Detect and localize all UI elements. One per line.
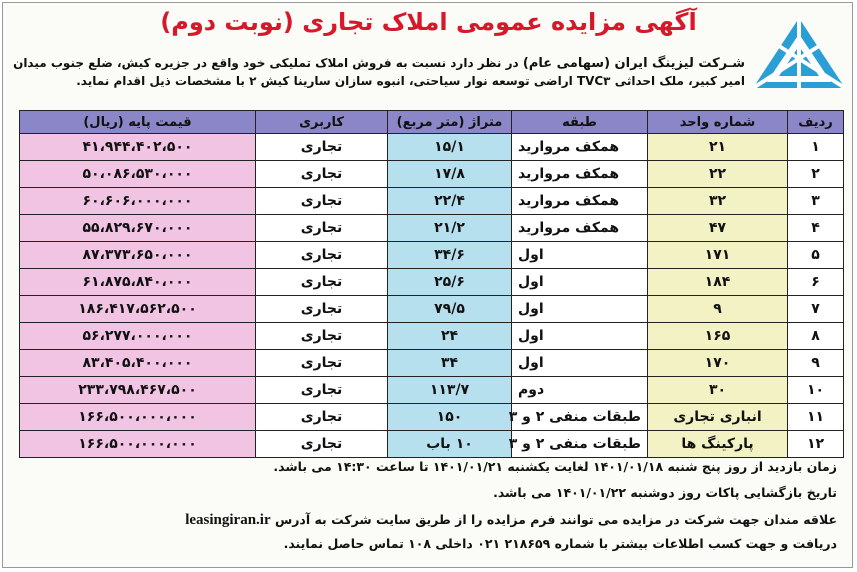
cell-row-number: ۱۲ (788, 431, 844, 458)
header-unit-number: شماره واحد (648, 111, 788, 134)
cell-base-price: ۵۵،۸۲۹،۶۷۰،۰۰۰ (20, 215, 256, 242)
cell-row-number: ۸ (788, 323, 844, 350)
auction-table (19, 110, 844, 458)
cell-floor: همکف مروارید (512, 188, 648, 215)
cell-unit-number: انباری تجاری (648, 404, 788, 431)
cell-row-number: ۴ (788, 215, 844, 242)
cell-base-price: ۱۶۶،۵۰۰،۰۰۰،۰۰۰ (20, 431, 256, 458)
table-row (20, 188, 844, 215)
cell-floor: طبقات منفی ۲ و ۳ (512, 431, 648, 458)
address-text: علاقه مندان جهت شرکت در مزایده می توانند فرم مزایده را از طریق سایت شرکت به آدرس (274, 512, 837, 527)
cell-row-number: ۹ (788, 350, 844, 377)
cell-unit-number: ۹ (648, 296, 788, 323)
cell-floor: همکف مروارید (512, 134, 648, 161)
cell-row-number: ۶ (788, 269, 844, 296)
cell-row-number: ۳ (788, 188, 844, 215)
table-row (20, 269, 844, 296)
cell-floor: دوم (512, 377, 648, 404)
table-row (20, 215, 844, 242)
cell-usage: تجاری (256, 242, 388, 269)
cell-usage: تجاری (256, 377, 388, 404)
header-base-price: قیمت پایه (ریال) (20, 111, 256, 134)
intro-text-1: در نظر دارد نسبت به فروش املاک تملیکی خود واقع در جزیره کیش، ضلع جنوب میدان (13, 56, 519, 70)
cell-floor: همکف مروارید (512, 161, 648, 188)
opening-date-note: تاریخ بازگشایی پاکات روز دوشنبه ۱۴۰۱/۰۱/۲۲ می باشد. (493, 485, 837, 500)
cell-area: ۱۷/۸ (388, 161, 512, 188)
table-row (20, 134, 844, 161)
cell-floor: اول (512, 269, 648, 296)
cell-area: ۲۱/۲ (388, 215, 512, 242)
ad-title: آگهی مزایده عمومی املاک تجاری (نوبت دوم) (160, 8, 697, 36)
visit-time-note: زمان بازدید از روز پنج شنبه ۱۴۰۱/۰۱/۱۸ لغایت یکشنبه ۱۴۰۱/۰۱/۲۱ تا ساعت ۱۴:۳۰ می باشد. (273, 459, 837, 474)
company-name: شـرکت لیزینگ ایران (سهامی عام) (522, 56, 745, 71)
table-row (20, 242, 844, 269)
cell-row-number: ۱۰ (788, 377, 844, 404)
cell-unit-number: پارکینگ ها (648, 431, 788, 458)
header-row-number: ردیف (788, 111, 844, 134)
cell-unit-number: ۱۷۰ (648, 350, 788, 377)
cell-usage: تجاری (256, 188, 388, 215)
cell-area: ۱۰ باب (388, 431, 512, 458)
cell-area: ۱۵/۱ (388, 134, 512, 161)
cell-usage: تجاری (256, 350, 388, 377)
cell-area: ۱۱۳/۷ (388, 377, 512, 404)
header-usage: کاربری (256, 111, 388, 134)
cell-usage: تجاری (256, 431, 388, 458)
table-row (20, 431, 844, 458)
cell-floor: اول (512, 323, 648, 350)
cell-usage: تجاری (256, 161, 388, 188)
cell-row-number: ۱۱ (788, 404, 844, 431)
contact-note: دریافت و جهت کسب اطلاعات بیشتر با شماره ۲۱۸۶۵۹ ۰۲۱ داخلی ۱۰۸ تماس حاصل نمایند. (283, 536, 837, 551)
table-row (20, 323, 844, 350)
cell-area: ۲۴ (388, 323, 512, 350)
cell-area: ۱۵۰ (388, 404, 512, 431)
table-row (20, 161, 844, 188)
website-link[interactable]: leasingiran.ir (185, 512, 271, 528)
table-row (20, 350, 844, 377)
address-note (14, 512, 837, 529)
cell-floor: اول (512, 296, 648, 323)
cell-row-number: ۷ (788, 296, 844, 323)
cell-area: ۲۲/۴ (388, 188, 512, 215)
table-header-row (20, 111, 844, 134)
cell-base-price: ۲۳۳،۷۹۸،۴۶۷،۵۰۰ (20, 377, 256, 404)
cell-unit-number: ۳۰ (648, 377, 788, 404)
cell-area: ۳۴ (388, 350, 512, 377)
cell-row-number: ۵ (788, 242, 844, 269)
cell-base-price: ۵۶،۲۷۷،۰۰۰،۰۰۰ (20, 323, 256, 350)
cell-unit-number: ۲۲ (648, 161, 788, 188)
intro-line-2: امیر کبیر، ملک احداثی TVC۳ اراضی توسعه نوار سیاحتی، انبوه سازان سارینا کیش ۲ با مشخصات ذیل اقدام نماید. (76, 74, 745, 88)
cell-usage: تجاری (256, 296, 388, 323)
cell-base-price: ۴۱،۹۴۴،۴۰۲،۵۰۰ (20, 134, 256, 161)
cell-floor: همکف مروارید (512, 215, 648, 242)
cell-usage: تجاری (256, 323, 388, 350)
cell-unit-number: ۴۷ (648, 215, 788, 242)
cell-unit-number: ۳۲ (648, 188, 788, 215)
cell-area: ۷۹/۵ (388, 296, 512, 323)
cell-unit-number: ۱۶۵ (648, 323, 788, 350)
header-area: متراژ (متر مربع) (388, 111, 512, 134)
header-floor: طبقه (512, 111, 648, 134)
cell-base-price: ۱۸۶،۴۱۷،۵۶۲،۵۰۰ (20, 296, 256, 323)
table-row (20, 377, 844, 404)
cell-area: ۲۵/۶ (388, 269, 512, 296)
cell-row-number: ۱ (788, 134, 844, 161)
table-row (20, 296, 844, 323)
cell-floor: اول (512, 350, 648, 377)
cell-area: ۳۴/۶ (388, 242, 512, 269)
cell-floor: اول (512, 242, 648, 269)
cell-base-price: ۱۶۶،۵۰۰،۰۰۰،۰۰۰ (20, 404, 256, 431)
cell-usage: تجاری (256, 134, 388, 161)
intro-line-1 (14, 56, 745, 71)
cell-floor: طبقات منفی ۲ و ۳ (512, 404, 648, 431)
cell-row-number: ۲ (788, 161, 844, 188)
cell-base-price: ۵۰،۰۸۶،۵۳۰،۰۰۰ (20, 161, 256, 188)
cell-usage: تجاری (256, 404, 388, 431)
table-row (20, 404, 844, 431)
cell-usage: تجاری (256, 215, 388, 242)
cell-usage: تجاری (256, 269, 388, 296)
cell-base-price: ۶۰،۶۰۶،۰۰۰،۰۰۰ (20, 188, 256, 215)
cell-unit-number: ۱۷۱ (648, 242, 788, 269)
cell-base-price: ۸۷،۳۷۳،۶۵۰،۰۰۰ (20, 242, 256, 269)
cell-base-price: ۶۱،۸۷۵،۸۴۰،۰۰۰ (20, 269, 256, 296)
cell-unit-number: ۱۸۴ (648, 269, 788, 296)
cell-base-price: ۸۳،۴۰۵،۴۰۰،۰۰۰ (20, 350, 256, 377)
cell-unit-number: ۲۱ (648, 134, 788, 161)
